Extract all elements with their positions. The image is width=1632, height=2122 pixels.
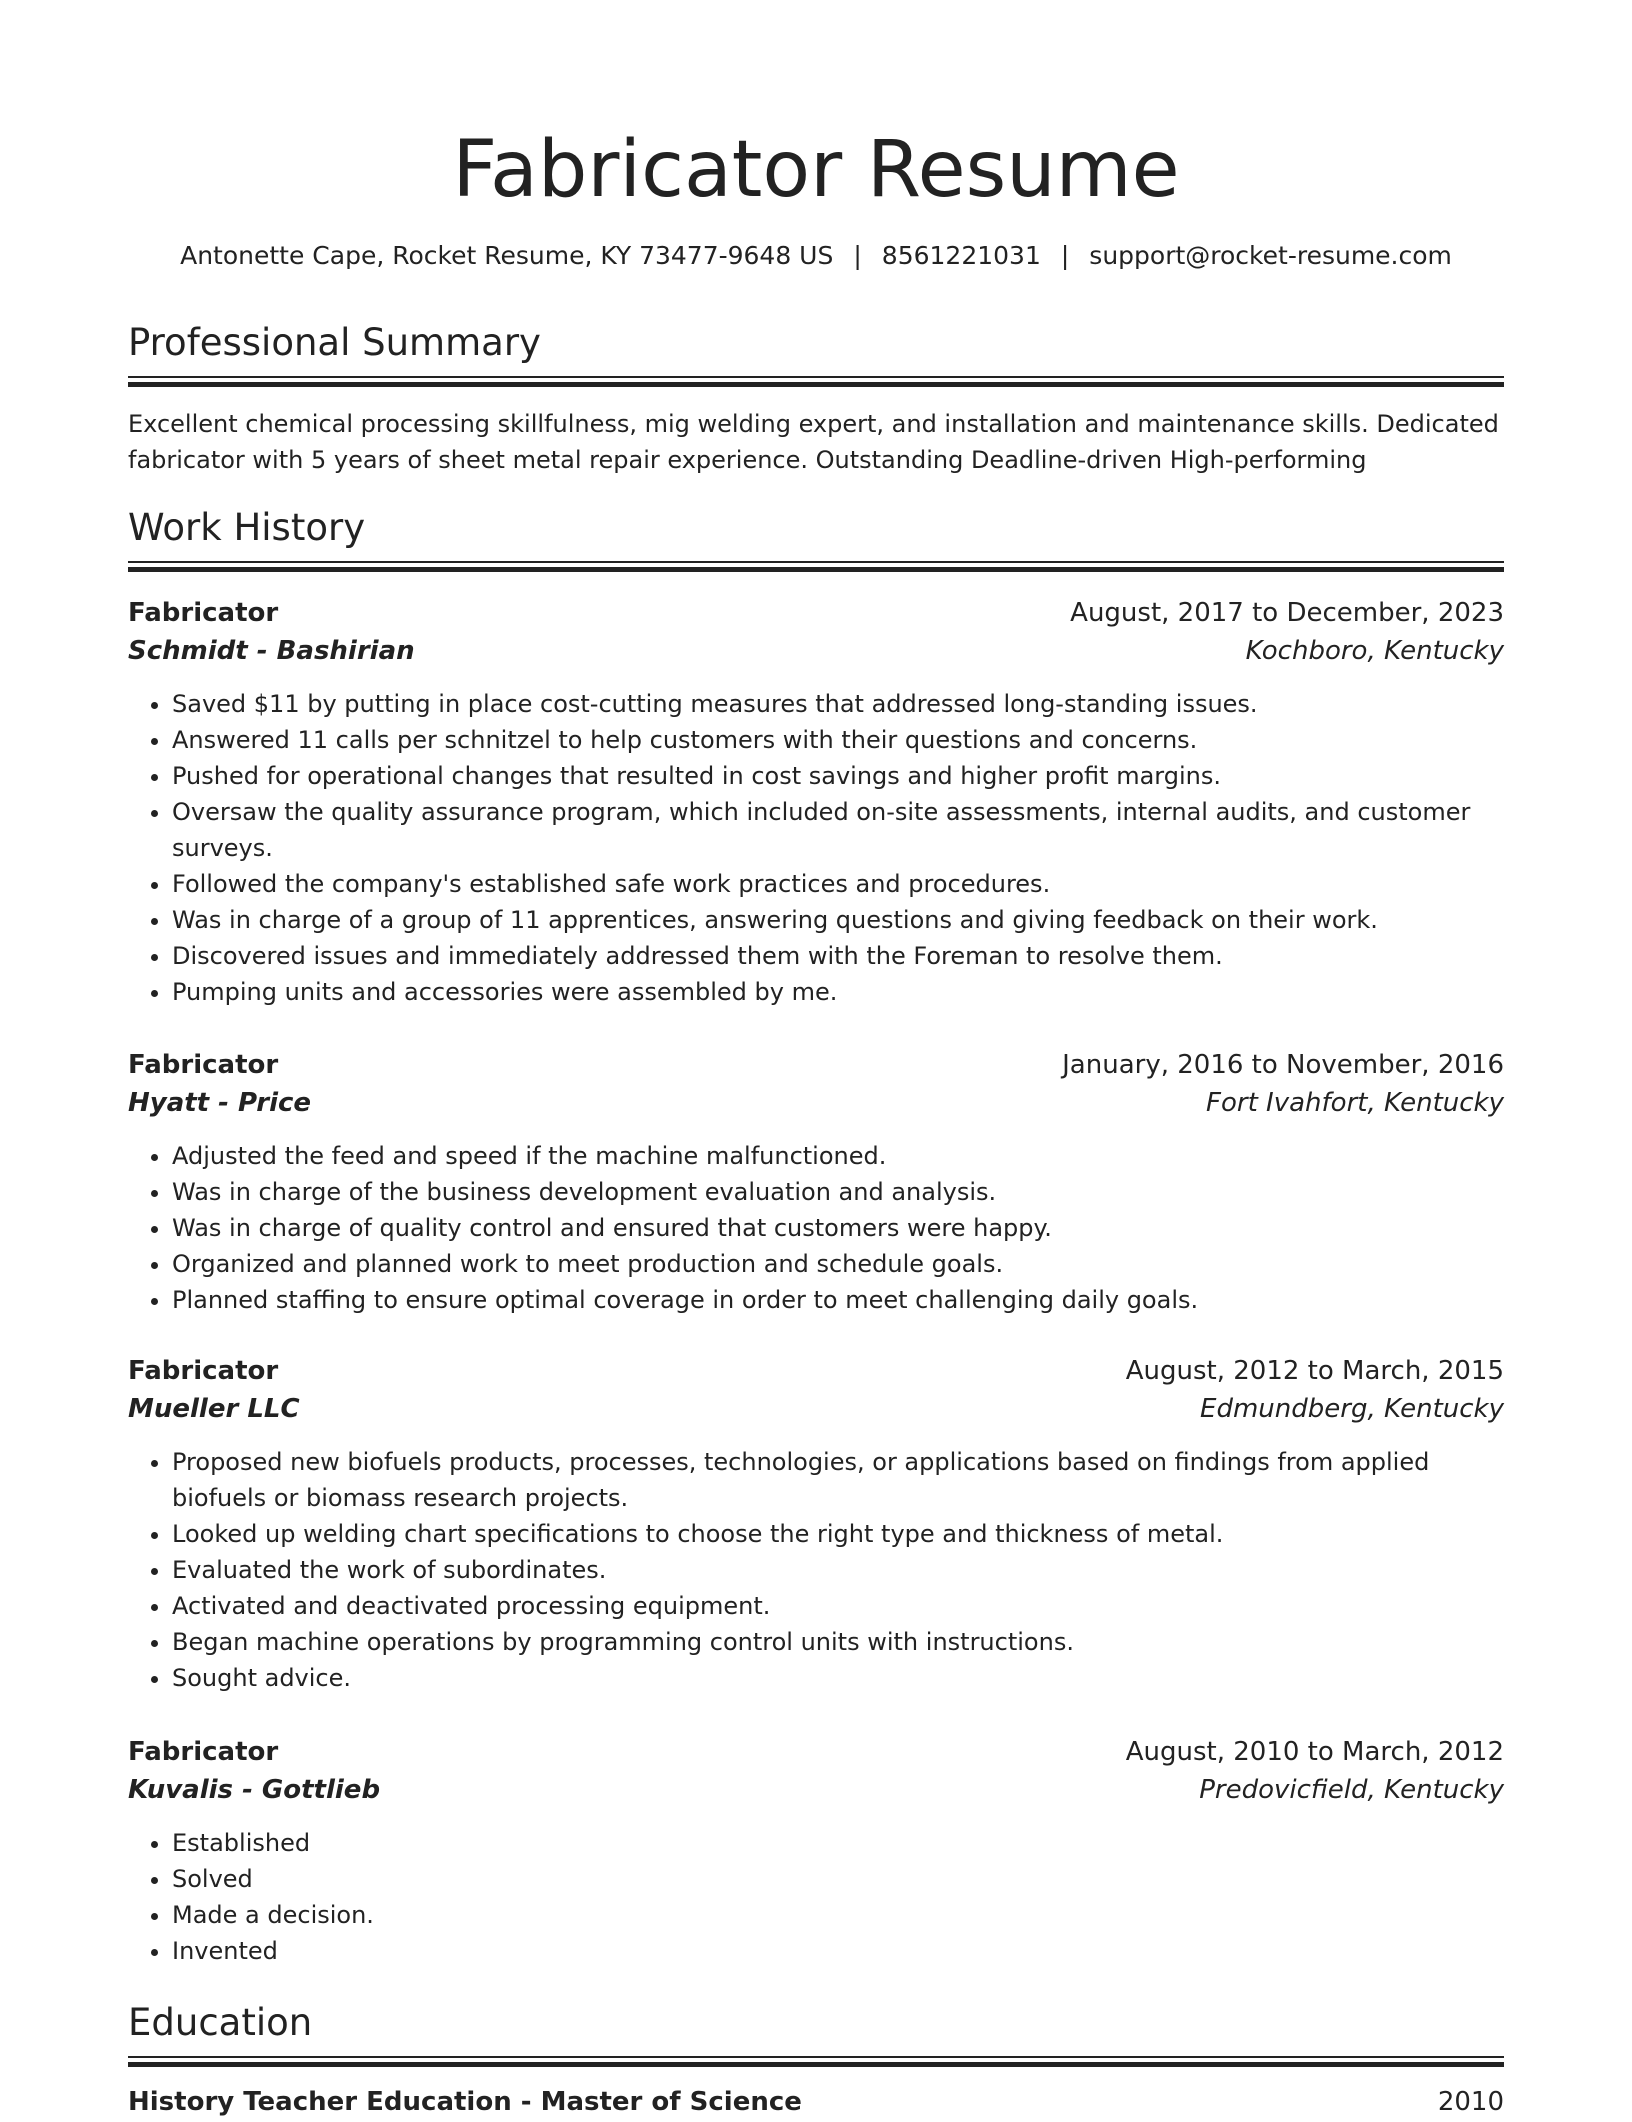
list-item: • Followed the company's established safe work practices and procedures.: [172, 866, 1504, 902]
contact-line: [128, 236, 1504, 276]
job-location: Fort Ivahfort, Kentucky: [1206, 1088, 1504, 1118]
job-location: Predovicfield, Kentucky: [1199, 1775, 1504, 1805]
job-bullets: [128, 1825, 1504, 1969]
section-divider: [128, 561, 1504, 572]
contact-email: support@rocket-resume.com: [1089, 241, 1452, 270]
list-item: • Invented: [172, 1933, 1504, 1969]
job-dates: January, 2016 to November, 2016: [1062, 1050, 1504, 1080]
list-item: • Organized and planned work to meet production and schedule goals.: [172, 1246, 1504, 1282]
section-heading-work-history: Work History: [128, 506, 366, 549]
job-title: Fabricator: [128, 1737, 279, 1767]
job-bullets: [128, 1444, 1504, 1696]
job-dates: August, 2010 to March, 2012: [1125, 1737, 1504, 1767]
list-item: • Pumping units and accessories were assembled by me.: [172, 974, 1504, 1010]
list-item: • Evaluated the work of subordinates.: [172, 1552, 1504, 1588]
list-item: • Activated and deactivated processing equipment.: [172, 1588, 1504, 1624]
section-heading-education: Education: [128, 2001, 313, 2044]
education-year: 2010: [1437, 2087, 1504, 2117]
list-item: • Saved $11 by putting in place cost-cutting measures that addressed long-standing issues.: [172, 686, 1504, 722]
job-company: Schmidt - Bashirian: [128, 636, 415, 666]
list-item: • Looked up welding chart specifications to choose the right type and thickness of metal.: [172, 1516, 1504, 1552]
section-divider: [128, 2056, 1504, 2067]
summary-text: Excellent chemical processing skillfulness, mig welding expert, and installation and maintenance skills. Dedicated fabricator with 5 years of sheet metal repair experience. Outstanding Deadline-driven High-performing: [128, 410, 1499, 474]
section-heading-summary: Professional Summary: [128, 321, 541, 364]
list-item: • Was in charge of the business development evaluation and analysis.: [172, 1174, 1504, 1210]
list-item: • Was in charge of a group of 11 apprentices, answering questions and giving feedback on their work.: [172, 902, 1504, 938]
job-location: Edmundberg, Kentucky: [1200, 1394, 1504, 1424]
job-title: Fabricator: [128, 1356, 279, 1386]
section-divider: [128, 376, 1504, 387]
list-item: • Established: [172, 1825, 1504, 1861]
education-entry: [128, 2082, 1504, 2122]
list-item: • Discovered issues and immediately addressed them with the Foreman to resolve them.: [172, 938, 1504, 974]
list-item: • Made a decision.: [172, 1897, 1504, 1933]
education-degree: History Teacher Education - Master of Science: [128, 2087, 802, 2117]
job-entry: [128, 594, 1504, 1010]
list-item: • Proposed new biofuels products, processes, technologies, or applications based on findings from applied biofuels or biomass research projects.: [172, 1444, 1504, 1516]
job-entry: [128, 1733, 1504, 1969]
list-item: • Pushed for operational changes that resulted in cost savings and higher profit margins.: [172, 758, 1504, 794]
job-location: Kochboro, Kentucky: [1245, 636, 1504, 666]
list-item: • Solved: [172, 1861, 1504, 1897]
list-item: • Answered 11 calls per schnitzel to help customers with their questions and concerns.: [172, 722, 1504, 758]
page-title: Fabricator Resume: [452, 125, 1180, 215]
job-entry: [128, 1046, 1504, 1318]
list-item: • Sought advice.: [172, 1660, 1504, 1696]
job-dates: August, 2017 to December, 2023: [1070, 598, 1504, 628]
list-item: • Oversaw the quality assurance program, which included on-site assessments, internal audits, and customer surveys.: [172, 794, 1504, 866]
job-entry: [128, 1352, 1504, 1696]
job-company: Hyatt - Price: [128, 1088, 312, 1118]
list-item: • Was in charge of quality control and ensured that customers were happy.: [172, 1210, 1504, 1246]
job-bullets: [128, 686, 1504, 1010]
contact-phone: 8561221031: [881, 241, 1041, 270]
list-item: • Planned staffing to ensure optimal coverage in order to meet challenging daily goals.: [172, 1282, 1504, 1318]
job-title: Fabricator: [128, 1050, 279, 1080]
job-company: Kuvalis - Gottlieb: [128, 1775, 381, 1805]
contact-separator: |: [1060, 241, 1070, 270]
contact-address: Antonette Cape, Rocket Resume, KY 73477-9648 US: [180, 241, 834, 270]
job-company: Mueller LLC: [128, 1394, 300, 1424]
contact-separator: |: [853, 241, 862, 270]
list-item: • Adjusted the feed and speed if the machine malfunctioned.: [172, 1138, 1504, 1174]
job-title: Fabricator: [128, 598, 279, 628]
job-dates: August, 2012 to March, 2015: [1125, 1356, 1504, 1386]
list-item: • Began machine operations by programming control units with instructions.: [172, 1624, 1504, 1660]
job-bullets: [128, 1138, 1504, 1318]
